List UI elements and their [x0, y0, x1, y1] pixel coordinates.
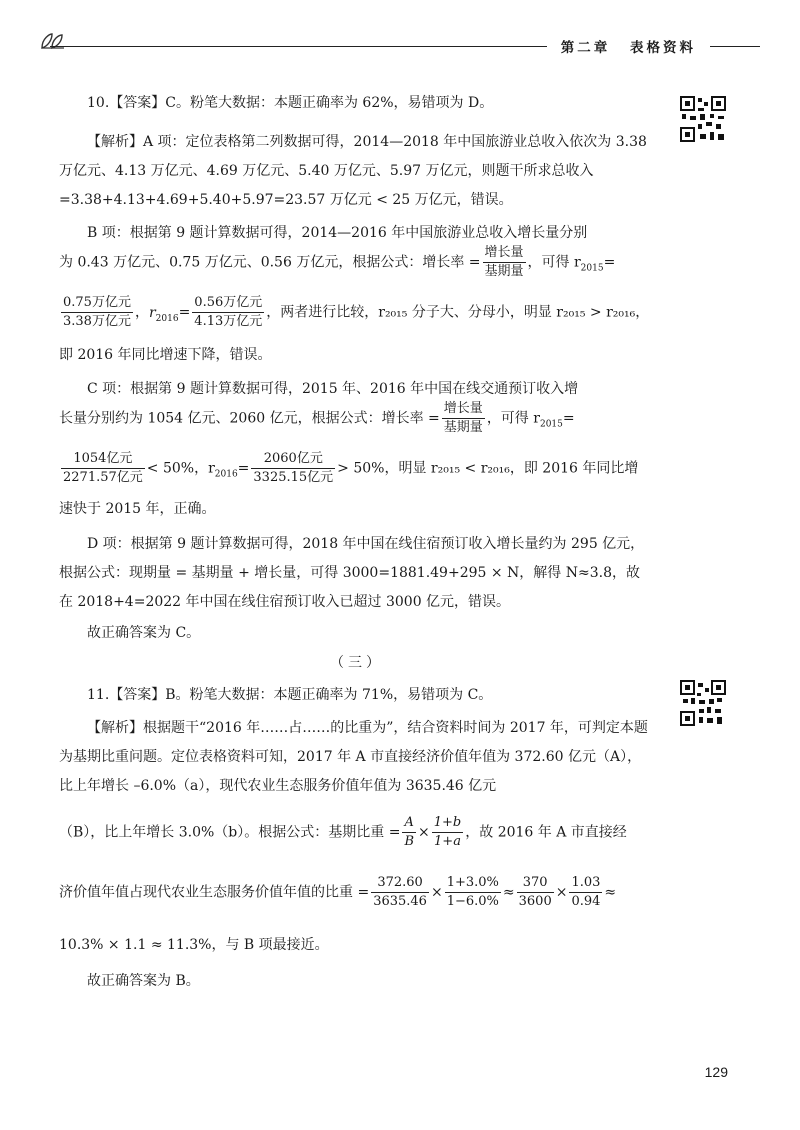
fraction-denominator: 3635.46	[373, 894, 427, 909]
fraction-denominator: 0.94	[571, 894, 601, 909]
fraction-numerator: 1+3.0%	[445, 874, 501, 893]
q11-line-d: 10.3% × 1.1 ≈ 11.3%，与 B 项最接近。	[59, 937, 329, 953]
q10-conclusion: 故正确答案为 C。	[87, 625, 201, 641]
q11-line-b-post: ，故 2016 年 A 市直接经	[465, 824, 627, 841]
q11-line-b-pre: （B），比上年增长 3.0%（b）。根据公式：基期比重 =	[59, 824, 401, 841]
q11-line-b: （B），比上年增长 3.0%（b）。根据公式：基期比重 = $\frac{A}{B}$ × $\frac{1+b}{1+a}$ ，故 2016 年 A 市直接经	[59, 815, 627, 849]
q10-b-line2-pre: 为 0.43 万亿元、0.75 万亿元、0.56 万亿元，根据公式：增长率 =	[59, 254, 481, 271]
q10-analysis-a: 【解析】A 项：定位表格第二列数据可得，2014—2018 年中国旅游业总收入依次为 3.38 万亿元、4.13 万亿元、4.69 万亿元、5.40 万亿元、5.97 万亿元，则题干所求总收入 =3.38+4.13+4.69+5.40+5.97=23.57 万亿元 < 25 万亿元，错误。	[59, 134, 647, 208]
subscript-2016: 2016	[214, 469, 238, 480]
subscript-2015: 2015	[539, 419, 563, 430]
fraction-numerator: 增长量	[483, 244, 526, 263]
fraction-numerator: 370	[517, 874, 554, 893]
c-r2015-fraction	[61, 450, 145, 487]
c-greater-than: > 50%，明显 r₂₀₁₅ < r₂₀₁₆，即 2016 年同比增	[337, 460, 639, 477]
growth-fraction	[432, 814, 464, 851]
fraction-numerator: 1+b	[432, 814, 464, 833]
chapter-label: 第二章	[560, 40, 611, 56]
fraction-denominator: 4.13万亿元	[194, 314, 263, 329]
q10-c-line4: 速快于 2015 年，正确。	[59, 501, 216, 517]
q11-analysis: 【解析】根据题干“2016 年……占……的比重为”，结合资料时间为 2017 年，可判定本题为基期比重问题。定位表格资料可知，2017 年 A 市直接经济价值年值为 372.60 亿元（A），比上年增长 –6.0%（a），现代农业生态服务价值年值为 3635.46 亿元	[59, 720, 648, 794]
approx-rate-fraction	[569, 874, 602, 911]
chapter-title: 表格资料	[630, 40, 696, 56]
fraction-numerator: 1.03	[569, 874, 602, 893]
rate-fraction	[445, 874, 501, 911]
fraction-denominator: 2271.57亿元	[63, 470, 143, 485]
q10-c-line2-pre: 长量分别约为 1054 亿元、2060 亿元，根据公式：增长率 =	[59, 410, 440, 427]
q10-c-line2: 长量分别约为 1054 亿元、2060 亿元，根据公式：增长率 = $\frac{\text{增长量}}{\text{基期量}}$ ，可得 $r_{2015}=$	[59, 401, 575, 435]
ab-fraction	[402, 814, 416, 851]
q10-c-line2-post: ，可得 r	[486, 410, 540, 427]
q10-b-line3: $\frac{\text{0.75万亿元}}{\text{3.38万亿元}}$ ，$r_{2016}=$ $\frac{\text{0.56万亿元}}{\text{4.13万亿元}}$ ，两者进行比较，r₂₀₁₅ 分子大、分母小，明显 r₂₀₁₅ > r₂₀₁₆，	[63, 295, 650, 329]
fraction-numerator: 增长量	[442, 400, 485, 419]
q10-b-line3-post: ，两者进行比较，r₂₀₁₅ 分子大、分母小，明显 r₂₀₁₅ > r₂₀₁₆，	[266, 304, 650, 321]
fraction-denominator: 3.38万亿元	[63, 314, 131, 329]
fraction-numerator: 0.75万亿元	[61, 294, 133, 313]
fraction-numerator: A	[402, 814, 416, 833]
fraction-denominator: 3600	[518, 894, 552, 909]
growth-rate-fraction	[483, 244, 526, 281]
leaf-icon	[38, 30, 66, 52]
q11-conclusion: 故正确答案为 B。	[87, 973, 200, 989]
q10-c-line1: C 项：根据第 9 题计算数据可得，2015 年、2016 年中国在线交通预订收入增	[87, 381, 579, 397]
fraction-denominator: 3325.15亿元	[253, 470, 334, 485]
subscript-2015: 2015	[580, 263, 604, 274]
q10-b-line2-post: ，可得 r	[527, 254, 581, 271]
fraction-denominator: B	[404, 834, 415, 849]
fraction-denominator: 基期量	[443, 420, 483, 435]
q11-line-c-pre: 济价值年值占现代农业生态服务价值年值的比重 =	[59, 884, 370, 901]
fraction-denominator: 基期量	[484, 264, 524, 279]
subscript-2016: 2016	[155, 313, 179, 324]
growth-rate-fraction	[442, 400, 485, 437]
fraction-numerator: 2060亿元	[251, 450, 335, 469]
c-r2016-fraction	[251, 450, 335, 487]
q10-answer: 10.【答案】C。粉笔大数据：本题正确率为 62%，易错项为 D。	[87, 95, 494, 111]
q10-b-line1: B 项：根据第 9 题计算数据可得，2014—2016 年中国旅游业总收入增长量分别	[87, 225, 588, 241]
section-heading: （三）	[330, 655, 384, 671]
page-number: 129	[704, 1064, 728, 1080]
q11-answer: 11.【答案】B。粉笔大数据：本题正确率为 71%，易错项为 C。	[87, 687, 493, 703]
fraction-denominator: 1−6.0%	[446, 894, 499, 909]
r2015-fraction	[61, 294, 133, 331]
q10-d-text: D 项：根据第 9 题计算数据可得，2018 年中国在线住宿预订收入增长量约为 295 亿元，根据公式：现期量 = 基期量 + 增长量，可得 3000=1881.49+295 × N，解得 N≈3.8，故在 2018+4=2022 年中国在线住宿预订收入已超过 3000 亿元，错误。	[59, 536, 645, 610]
q10-b-line2: 为 0.43 万亿元、0.75 万亿元、0.56 万亿元，根据公式：增长率 = $\frac{\text{增长量}}{\text{基期量}}$ ，可得 $r_{2015}=$	[59, 245, 616, 279]
fraction-numerator: 0.56万亿元	[192, 294, 264, 313]
approx-base-fraction	[517, 874, 554, 911]
qr-code-icon	[680, 96, 726, 142]
base-fraction	[371, 874, 429, 911]
fraction-numerator: 1054亿元	[61, 450, 145, 469]
fraction-numerator: 372.60	[371, 874, 429, 893]
q11-line-c: 济价值年值占现代农业生态服务价值年值的比重 = $\frac{372.60}{3635.46}$ × $\frac{1+3.0\%}{1-6.0\%}$ ≈ $\frac{370}{3600}$ × $\frac{1.03}{0.94}$ ≈	[59, 875, 617, 909]
q10-c-line3: $\frac{\text{1054亿元}}{\text{2271.57亿元}}$ < 50%，$r_{2016}=$ $\frac{\text{2060亿元}}{\text{3325.15亿元}}$ > 50%，明显 r₂₀₁₅ < r₂₀₁₆，即 2016 年同比增	[63, 451, 639, 485]
qr-code-icon	[680, 680, 726, 726]
c-less-than: < 50%，r	[146, 460, 215, 477]
q10-b-line4: 即 2016 年同比增速下降，错误。	[59, 347, 272, 363]
fraction-denominator: 1+a	[434, 834, 461, 849]
chapter-header	[547, 36, 710, 56]
r2016-fraction	[192, 294, 264, 331]
